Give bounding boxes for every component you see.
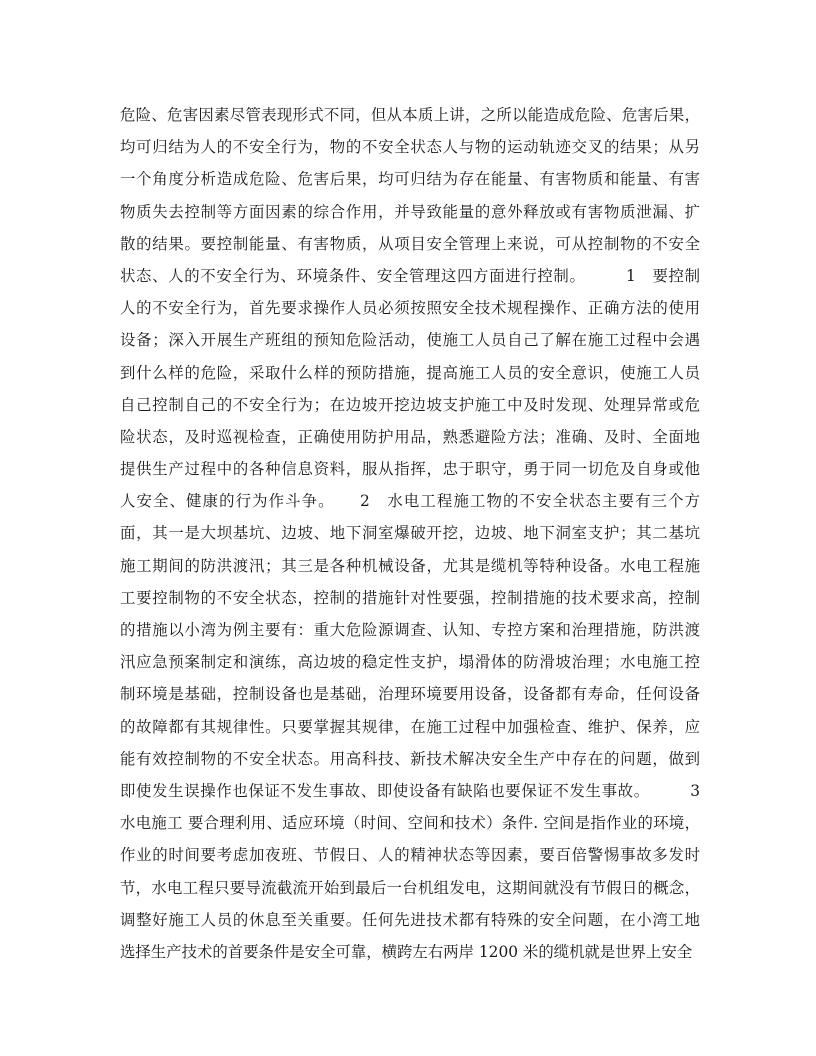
text-line: 人的不安全行为，首先要求操作人员必须按照安全技术规程操作、正确方法的使用 xyxy=(120,299,700,318)
text-line: 的故障都有其规律性。只要掌握其规律，在施工过程中加强检查、维护、保养，应 xyxy=(120,717,700,736)
text-line: 工要控制物的不安全状态，控制的措施针对性要强，控制措施的技术要求高，控制 xyxy=(120,588,700,607)
text-line: 自己控制自己的不安全行为；在边坡开挖边坡支护施工中及时发现、处理异常或危 xyxy=(120,395,700,414)
text-line: 的措施以小湾为例主要有：重大危险源调查、认知、专控方案和治理措施，防洪渡 xyxy=(120,621,700,639)
text-line: 状态、人的不安全行为、环境条件、安全管理这四方面进行控制。 1 要控制 xyxy=(120,266,700,285)
text-line: 调整好施工人员的休息至关重要。任何先进技术都有特殊的安全问题，在小湾工地 xyxy=(120,910,700,929)
text-line: 设备；深入开展生产班组的预知危险活动，使施工人员自己了解在施工过程中会遇 xyxy=(120,331,700,350)
text-line: 作业的时间要考虑加夜班、节假日、人的精神状态等因素，要百倍警惕事故多发时 xyxy=(120,846,700,865)
body-text xyxy=(120,99,700,968)
text-line: 提供生产过程中的各种信息资料，服从指挥，忠于职守，勇于同一切危及自身或他 xyxy=(120,460,700,479)
text-line: 面，其一是大坝基坑、边坡、地下洞室爆破开挖，边坡、地下洞室支护；其二基坑 xyxy=(120,524,700,543)
text-line: 制环境是基础，控制设备也是基础，治理环境要用设备，设备都有寿命，任何设备 xyxy=(120,685,700,704)
text-line: 施工期间的防洪渡汛；其三是各种机械设备，尤其是缆机等特种设备。水电工程施 xyxy=(120,556,700,575)
text-line: 物质失去控制等方面因素的综合作用，并导致能量的意外释放或有害物质泄漏、扩 xyxy=(120,202,700,221)
text-line: 节，水电工程只要导流截流开始到最后一台机组发电，这期间就没有节假日的概念， xyxy=(120,878,700,897)
text-line: 即使发生误操作也保证不发生事故、即使设备有缺陷也要保证不发生事故。 3 xyxy=(120,781,700,800)
text-line: 均可归结为人的不安全行为，物的不安全状态人与物的运动轨迹交叉的结果；从另 xyxy=(120,138,700,157)
text-line: 一个角度分析造成危险、危害后果，均可归结为存在能量、有害物质和能量、有害 xyxy=(120,170,700,189)
text-line: 人安全、健康的行为作斗争。 2 水电工程施工物的不安全状态主要有三个方 xyxy=(120,492,700,511)
text-line: 到什么样的危险，采取什么样的预防措施，提高施工人员的安全意识，使施工人员 xyxy=(120,363,700,382)
text-line: 水电施工 要合理利用、适应环境（时间、空间和技术）条件. 空间是指作业的环境， xyxy=(120,814,700,833)
text-line: 险状态，及时巡视检查，正确使用防护用品，熟悉避险方法；准确、及时、全面地 xyxy=(120,427,700,446)
text-line: 选择生产技术的首要条件是安全可靠，横跨左右两岸 1200 米的缆机就是世界上安全 xyxy=(120,942,693,961)
text-line: 危险、危害因素尽管表现形式不同，但从本质上讲，之所以能造成危险、危害后果， xyxy=(120,106,700,124)
text-line: 散的结果。要控制能量、有害物质，从项目安全管理上来说，可从控制物的不安全 xyxy=(120,234,700,253)
text-line: 能有效控制物的不安全状态。用高科技、新技术解决安全生产中存在的问题，做到 xyxy=(120,749,700,768)
text-line: 汛应急预案制定和演练，高边坡的稳定性支护，塌滑体的防滑坡治理；水电施工控 xyxy=(120,653,700,672)
